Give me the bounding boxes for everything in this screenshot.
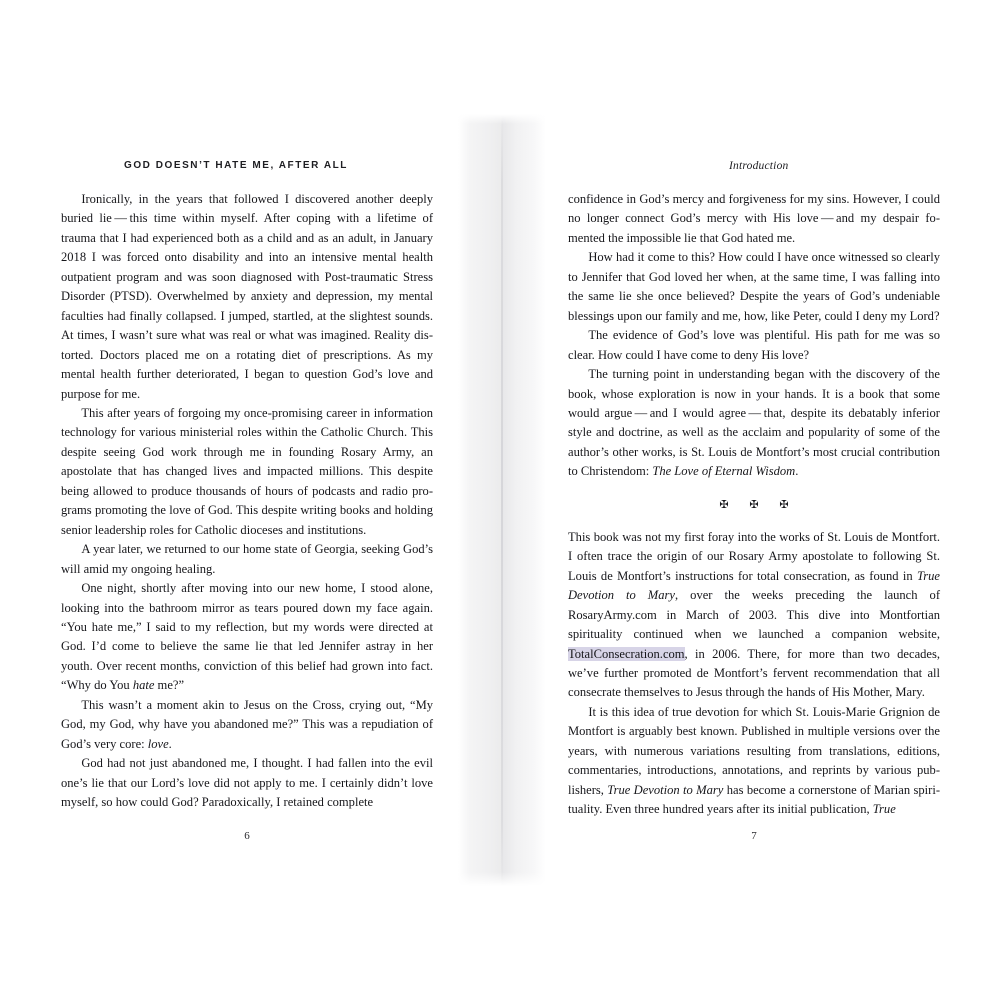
right-page-textblock [568, 190, 940, 820]
text-run: Ironically, in the years that followed I discovered another deeply buried lie — this time within myself. After coping with a lifetime of trauma that I had experienced both as a child and as an adult, in January 2018 I was forced onto disability and into an intensive mental health outpatient program and was soon diagnosed with Post-traumatic Stress Disorder (PTSD). Overwhelmed by anxiety and depression, my mental faculties had finally collapsed. I jumped, startled, at the slightest sounds. At times, I wasn’t sure what was real or what was imagined. Reality distorted. Doctors placed me on a rotating diet of prescriptions. As my mental health further deteriorated, I began to question God’s love and purpose for me. [61, 192, 433, 401]
text-run: , in 2006. There, for more than two decades, we’ve further promoted de Montfort’s fervent recommendation that all consecrate themselves to Jesus through the hands of His Mother, Mary. [568, 646, 940, 700]
italic-text: True [872, 802, 896, 817]
page-number-right: 7 [751, 830, 757, 842]
italic-text: True Devotion to Mary [607, 782, 724, 797]
running-head-right: Introduction [729, 160, 789, 172]
paragraph [61, 696, 433, 754]
right-page [500, 0, 1000, 1000]
text-run: This after years of forgoing my once-promising career in information technology for various ministerial roles within the Catholic Church. This despite seeing God work through me in founding Rosary Army, an apostolate that has changed lives and impacted millions. This despite being allowed to produce thousands of hours of podcasts and radio programs promoting the love of God. This despite writing books and holding senior leadership roles for Catholic dioceses and institutions. [61, 405, 433, 537]
text-run: has become a cornerstone of Marian spirituality. Even three hundred years after its initial publication, [568, 782, 940, 817]
text-run: . [795, 464, 799, 479]
text-run: me?” [154, 678, 185, 693]
italic-text: love [147, 736, 169, 751]
paragraph [568, 365, 940, 482]
paragraph [568, 190, 940, 248]
text-run: This wasn’t a moment akin to Jesus on the Cross, crying out, “My God, my God, why have you abandoned me?” This was a repudiation of God’s very core: [61, 697, 433, 751]
text-run: This book was not my first foray into the works of St. Louis de Montfort. I often trace the origin of our Rosary Army apostolate to following St. Louis de Montfort’s instructions for total consecration, as found in [568, 529, 940, 583]
italic-text: hate [132, 678, 155, 693]
paragraph [61, 404, 433, 540]
text-run: One night, shortly after moving into our new home, I stood alone, looking into the bathroom mirror as tears poured down my face again. “You hate me,” I said to my reflection, but my words were directed at God. I’d come to believe the same lie that led Jennifer astray in her youth. Over recent months, conviction of this belief had grown into fact. “Why do You [61, 581, 433, 693]
italic-text: The Love of Eternal Wisdom [652, 464, 796, 479]
text-run: , over the weeks preceding the launch of RosaryArmy.com in March of 2003. This dive into Montfortian spirituality continued when we launched a companion website, [568, 588, 941, 642]
text-run: How had it come to this? How could I have once witnessed so clearly to Jennifer that God loved her when, at the same time, I was falling into the same lie she once believed? Despite the years of God’s undeniable blessings upon our family and me, how, like Peter, could I deny my Lord? [568, 250, 940, 323]
left-page-textblock [61, 190, 433, 813]
paragraph [568, 528, 940, 703]
paragraph [568, 703, 940, 820]
paragraph [61, 579, 433, 696]
text-run: God had not just abandoned me, I thought. I had fallen into the evil one’s lie that our Lord’s love did not apply to me. I certainly didn’t love myself, so how could God? Paradoxically, I retained complete [61, 756, 433, 810]
three-cross-ornament: ✠ ✠ ✠ [719, 498, 798, 511]
page-number-left: 6 [244, 830, 250, 842]
paragraph [61, 190, 433, 404]
paragraph [61, 754, 433, 812]
paragraph [61, 540, 433, 579]
paragraph [568, 248, 940, 326]
text-run: It is this idea of true devotion for which St. Louis-Marie Grignion de Montfort is arguably best known. Published in multiple versions over the years, with numerous variations resulting from translations, editions, commentaries, introductions, annotations, and reprints by various publishers, [568, 704, 940, 797]
text-run: The turning point in understanding began with the discovery of the book, whose exploration is now in your hands. It is a book that some would argue — and I would agree — that, despite its debatably inferior style and doctrine, as well as the acclaim and popularity of some of the author’s other works, is St. Louis de Montfort’s most crucial contribution to Christendom: [568, 367, 940, 479]
text-run: A year later, we returned to our home state of Georgia, seeking God’s will amid my ongoing healing. [61, 542, 433, 576]
text-run: confidence in God’s mercy and forgiveness for my sins. However, I could no longer connect God’s mercy with His love — and my despair fomented the impossible lie that God hated me. [568, 192, 940, 245]
italic-text: True Devotion to Mary [568, 568, 940, 603]
paragraph [568, 326, 940, 365]
text-run: . [168, 736, 172, 751]
selected-text-highlight: TotalConsecration.com [568, 646, 685, 661]
text-run: The evidence of God’s love was plentiful. His path for me was so clear. How could I have come to deny His love? [568, 328, 940, 362]
running-head-left: GOD DOESN’T HATE ME, AFTER ALL [124, 160, 348, 171]
